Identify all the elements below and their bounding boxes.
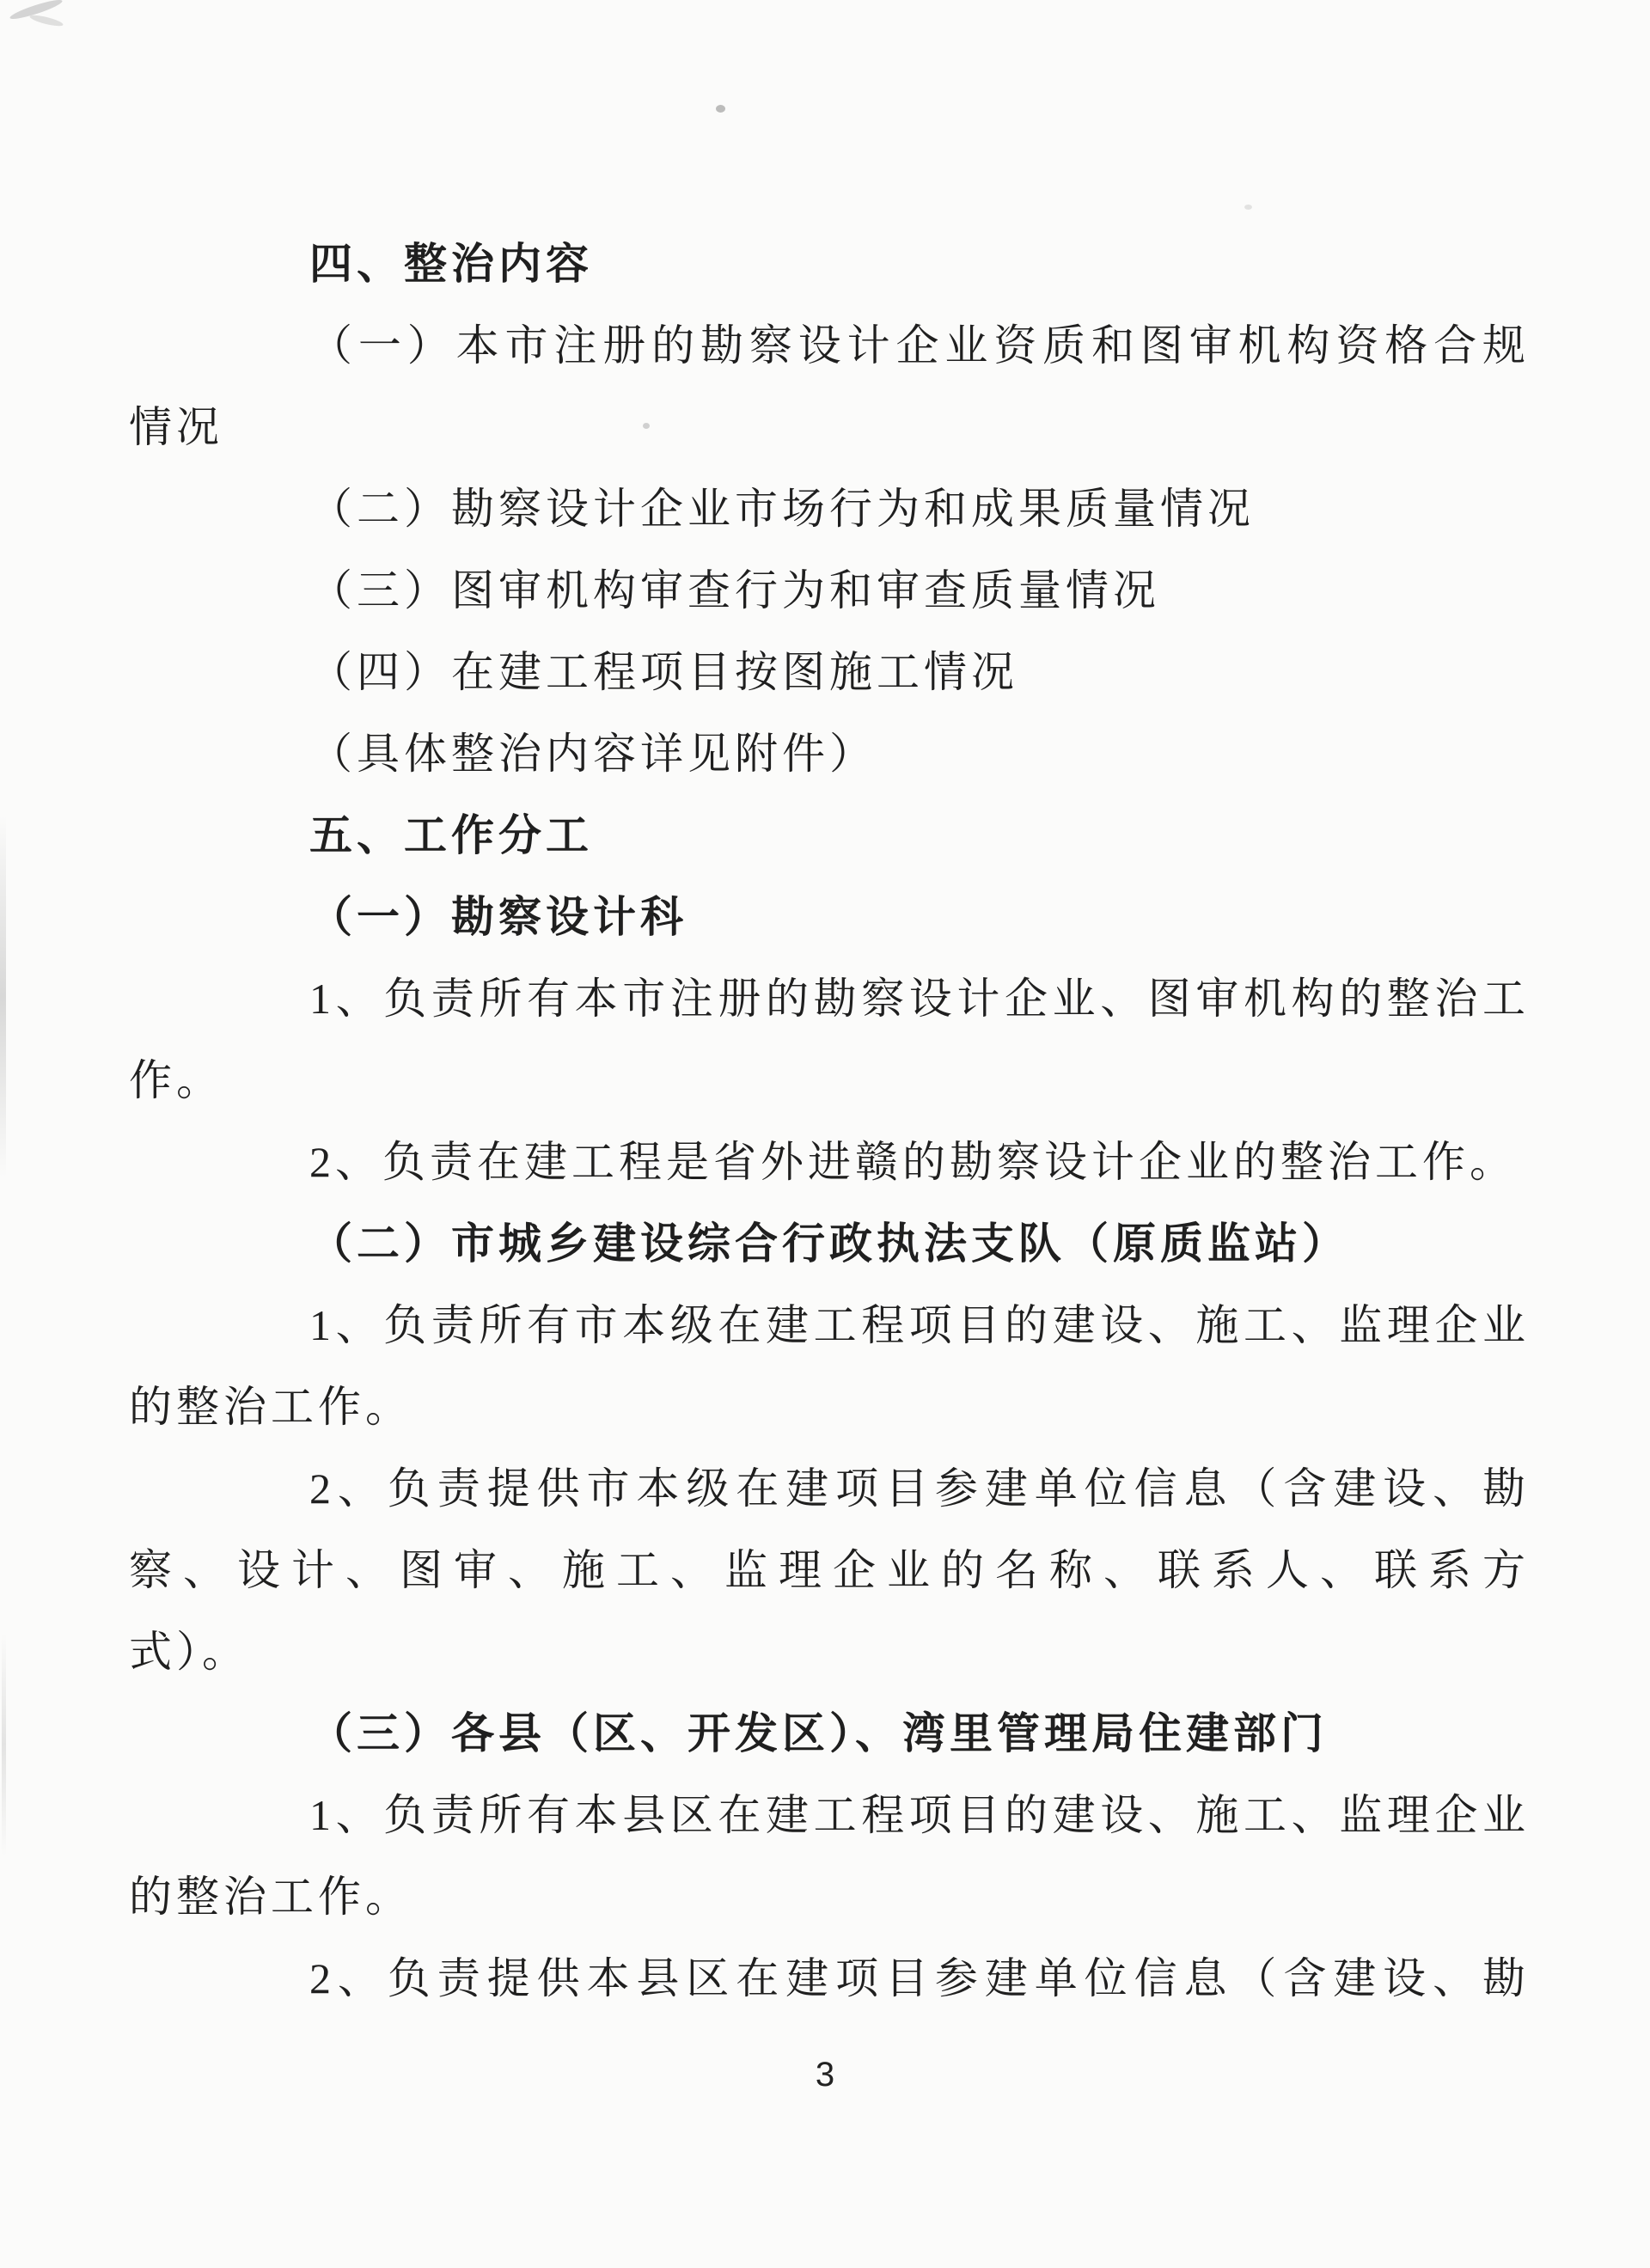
text-line: 1、负责所有本市注册的勘察设计企业、图审机构的整治工 [309, 975, 1525, 1023]
text-line: 1、负责所有本县区在建工程项目的建设、施工、监理企业 [309, 1791, 1525, 1839]
text-line: （一）本市注册的勘察设计企业资质和图审机构资格合规 [309, 321, 1525, 370]
text-line: 2、负责在建工程是省外进赣的勘察设计企业的整治工作。 [309, 1138, 1517, 1186]
text-line: 的整治工作。 [129, 1873, 412, 1921]
heading-line: （一）勘察设计科 [309, 893, 688, 941]
text-line: 1、负责所有市本级在建工程项目的建设、施工、监理企业 [309, 1301, 1525, 1349]
heading-line: 五、工作分工 [309, 811, 593, 859]
text-line: 2、负责提供本县区在建项目参建单位信息（含建设、勘 [309, 1954, 1525, 2002]
scan-speck [1244, 205, 1252, 210]
document-lines [129, 223, 1525, 2020]
text-line: （具体整治内容详见附件） [309, 730, 877, 778]
text-line: （二）勘察设计企业市场行为和成果质量情况 [309, 485, 1255, 533]
text-line: （三）图审机构审查行为和审查质量情况 [309, 566, 1160, 614]
heading-line: 四、整治内容 [309, 240, 593, 288]
text-line: 作。 [129, 1056, 223, 1104]
scan-smudge [29, 13, 64, 28]
text-line: 2、负责提供市本级在建项目参建单位信息（含建设、勘 [309, 1464, 1525, 1513]
heading-line: （二）市城乡建设综合行政执法支队（原质监站） [309, 1220, 1349, 1268]
scan-speck [716, 105, 725, 113]
text-line: 情况 [129, 403, 223, 451]
text-line: 察、设计、图审、施工、监理企业的名称、联系人、联系方 [129, 1546, 1525, 1594]
scan-edge-streak [0, 816, 6, 1177]
text-line: （四）在建工程项目按图施工情况 [309, 648, 1018, 696]
heading-line: （三）各县（区、开发区）、湾里管理局住建部门 [309, 1709, 1328, 1758]
page-number: 3 [815, 2056, 835, 2094]
text-line: 式）。 [129, 1628, 249, 1676]
text-line: 的整治工作。 [129, 1383, 412, 1431]
scan-edge-streak [2, 1633, 6, 1856]
